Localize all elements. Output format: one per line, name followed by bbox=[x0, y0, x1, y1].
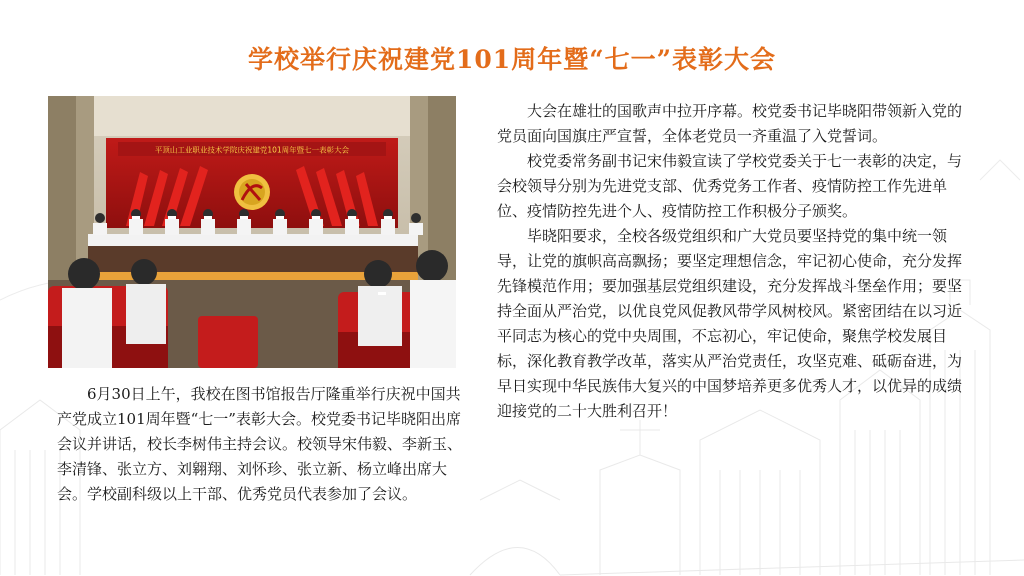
party-emblem-icon bbox=[234, 174, 270, 210]
photo-banner-text: 平顶山工业职业技术学院庆祝建党101周年暨七一表彰大会 bbox=[154, 145, 350, 155]
paragraph-right-1: 大会在雄壮的国歌声中拉开序幕。校党委书记毕晓阳带领新入党的党员面向国旗庄严宣誓，全体老党员一齐重温了入党誓词。 bbox=[497, 102, 963, 145]
event-photo bbox=[48, 96, 456, 368]
paragraph-left: 6月30日上午，我校在图书馆报告厅隆重举行庆祝中国共产党成立101周年暨“七一”表彰大会。校党委书记毕晓阳出席会议并讲话，校长李树伟主持会议。校领导宋伟毅、李新玉、李清锋、张立方、刘翱翔、刘怀珍、张立新、杨立峰出席大会。学校副科级以上干部、优秀党员代表参加了会议。 bbox=[57, 385, 463, 503]
paragraph-right-2: 校党委常务副书记宋伟毅宣读了学校党委关于七一表彰的决定，与会校领导分别为先进党支部、优秀党务工作者、疫情防控工作先进单位、疫情防控先进个人、疫情防控工作积极分子颁奖。 bbox=[497, 152, 963, 220]
page-title: 学校举行庆祝建党101周年暨“七一”表彰大会 bbox=[248, 45, 776, 74]
right-column-text bbox=[497, 99, 969, 424]
paragraph-right-3: 毕晓阳要求，全校各级党组织和广大党员要坚持党的集中统一领导，让党的旗帜高高飘扬；要坚定理想信念，牢记初心使命，充分发挥先锋模范作用；要加强基层党组织建设，充分发挥战斗堡垒作用；要坚持全面从严治党，以优良党风促教风带学风树校风。紧密团结在以习近平同志为核心的党中央周围，不忘初心，牢记使命，聚焦学校发展目标，深化教育教学改革，落实从严治党责任，攻坚克难、砥砺奋进，为早日实现中华民族伟大复兴的中国梦培养更多优秀人才，以优异的成绩迎接党的二十大胜利召开！ bbox=[497, 227, 963, 420]
